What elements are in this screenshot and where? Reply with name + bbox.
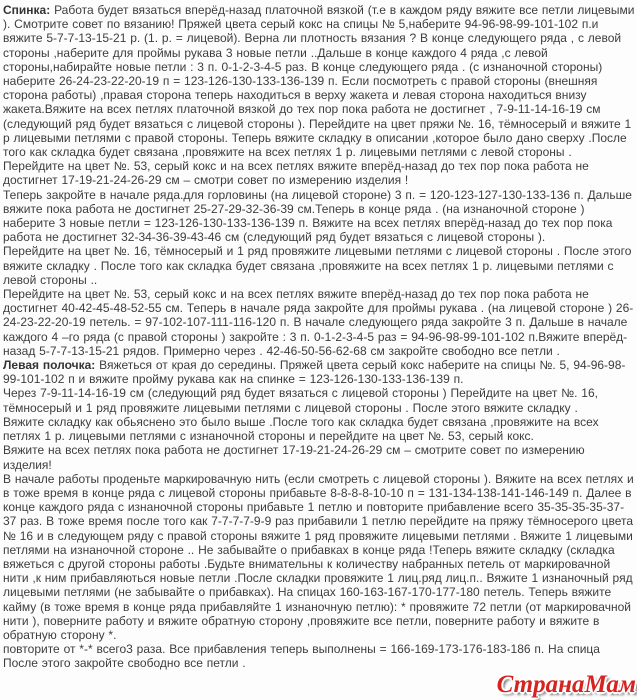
paragraph: Перейдите на цвет №. 53, серый кокс и на всех петлях вяжите вперёд-назад до тех пор пока работа не достигнет 17-19-21-24-26-29 см – смотри совет по измерению изделия ! [3,159,589,188]
paragraph-lead: Левая полочка: [3,358,100,373]
paragraph: Перейдите на цвет №. 53, серый кокс и на всех петлях вяжите вперёд-назад до тех пор пока работа не достигнет 40-42-45-48-52-55 см. Теперь в начале ряда закройте для проймы рукава . (на лицевой стороне ) 26-24-23-22-20-19 петель. = 97-102-107-111-116-120 п. В начале следующего ряда закройте 3 п. Дальше в начале каждого 4 –го ряда (с правой стороны ) закройте : 3 п. 0-1-2-3-4-5 раз = 94-96-98-99-101-102 п.Вяжите вперёд-назад 5-7-7-13-15-21 рядов. Примерно через . 42-46-50-56-62-68 см закройте свободно все петли . [3,287,634,358]
paragraph: После этого закройте свободно все петли . [3,656,246,671]
paragraph-lead: Спинка: [3,3,55,17]
paragraph: Вяжите складку как обьяснено это было выше .После того как складка будет связана ,провяжите на всех петлях 1 р. лицевыми петлями с изнаночной стороны и перейдите на цвет №. 53, серый кокс. [3,414,599,444]
paragraph: Перейдите на цвет №. 16, тёмносерый и 1 ряд провяжите лицевыми петлями с лицевой стороны . После этого вяжите складку . После того как складка будет связана ,провяжите на всех петлях 1 р. лицевыми петлями с левой стороны .. [3,244,632,287]
paragraph: повторите от *-* всего3 раза. Все прибавления теперь выполнены = 166-169-173-176-183-186 п. На спица [3,642,600,657]
paragraph: Вяжите на всех петлях пока работа не достигнет 17-19-21-24-26-29 см – смотрите совет по измерению изделия! [3,443,585,472]
strana-mam-watermark: СтранаМам [496,671,636,698]
paragraph: Спинка: Работа будет вязаться вперёд-назад платочной вязкой (т.е в каждом ряду вяжите все петли лицевыми ). Смотрите совет по вязанию! Пряжей цвета серый кокс на спицы № 5,наберите 94-96-98-99-101-102 п.и вяжите 5-7-7-13-15-21 р. (1. р. = лицевой). Верна ли плотность вязания ? В конце следующего ряда , с левой стороны ,наберите для проймы рукава 3 новые петли ..Дальше в конце каждого 4 ряда ,с левой стороны,набирайте новые петли : 3 п. 0-1-2-3-4-5 раз. В конце следующего ряда . (с изнаночной стороны) наберите 26-24-23-22-20-19 п = 123-126-130-133-136-139 п. Если посмотреть с правой стороны (внешняя сторона работы) ,правая сторона теперь находиться в верху жакета и левая сторона находиться внизу жакета.Вяжите на всех петлях платочной вязкой до тех пор пока работа не достигнет , 7-9-11-14-16-19 см (следующий ряд будет вязаться с лицевой стороны ). Перейдите на цвет пряжи №. 16, тёмносерый и вяжите 1 р лицевыми петлями с правой стороны. Теперь вяжите складку в описании ,которое было дано сверху .После того как складка будет связана ,провяжите на всех петлях 1 р. лицевыми петлями с левой стороны . [3,3,635,160]
paragraph: Теперь закройте в начале ряда.для горловины (на лицевой стороне) 3 п. = 120-123-127-130-133-136 п. Дальше вяжите пока работа не достигнет 25-27-29-32-36-39 см.Теперь в конце ряда . (на изнаночной стороне ) наберите 3 новые петли = 123-126-130-133-136-139 п. Вяжите на всех петлях вперёд-назад до тех пор пока работа не достигнет 32-34-36-39-43-46 см (следующий ряд будет вязаться с лицевой стороны ). [3,187,632,245]
paragraph: Через 7-9-11-14-16-19 см (следующий ряд будет вязаться с лицевой стороны ) Перейдите на цвет №. 16, тёмносерый и 1 ряд провяжите лицевыми петлями с лицевой стороны . После этого вяжите складку . [3,386,598,415]
paragraph: Левая полочка: Вяжеться от края до середины. Пряжей цвета серый кокс наберите на спицы №. 5, 94-96-98-99-101-102 п и вяжите пройму рукава как на спинке = 123-126-130-133-136-139 п. [3,358,626,387]
paragraph: В начале работы проденьте маркировачную нить (если смотреть с лицевой стороны ). Вяжите на всех петлях и в тоже время в конце ряда с лицевой стороны прибавьте 8-8-8-8-10-10 п = 131-134-138-141-146-149 п. Далее в конце каждого ряда с изнаночной стороны прибавьте 1 петлю и повторите прибавление всего 35-35-35-35-37-37 раз. В тоже время после того как 7-7-7-7-9-9 раз прибавили 1 петлю перейдите на пряжу тёмносерого цвета № 16 и в следующем ряду с правой стороны вяжите 1 ряд провяжите лицевыми петлями . Вяжите 1 лицевыми петлями на изнаночной стороне .. Не забывайте о прибавках в конце ряда !Теперь вяжите складку (складка вяжеться с другой стороны работы .Будьте внимательны к количеству набранных петель от маркировачной нити ,к ним прибавляються новые петли .После складки провяжите 1 лиц.ряд лиц.п.. Вяжите 1 изнаночный ряд лицевыми петлями (не забывайте о прибавках). На спицах 160-163-167-170-177-180 петель. Теперь вяжите кайму (в тоже время в конце ряда прибавляйте 1 изнаночную петлю): * провяжите 72 петли (от маркировачной нити ), поверните работу и вяжите обратную сторону ,провяжите все петли, поверните работу и вяжите в обратную сторону *. [3,471,634,642]
